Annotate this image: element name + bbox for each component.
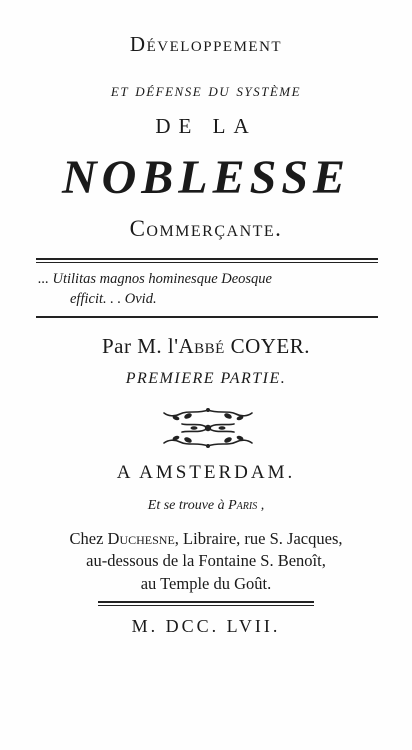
author-prefix: Par M. l' <box>101 334 179 358</box>
motto-bottom-rule <box>36 316 378 318</box>
publication-date: M. DCC. LVII. <box>131 616 281 636</box>
imprint-address-line-1 <box>0 529 412 549</box>
floral-ornament-icon <box>158 404 258 452</box>
imprint-address-line-3: au Temple du Goût. <box>140 574 272 593</box>
date-top-rule <box>98 601 314 606</box>
title-line-2: et défense du système <box>110 80 302 101</box>
publisher-name: Duchesne <box>107 529 175 548</box>
addr1-prefix: Chez <box>69 529 108 548</box>
title-main-word: NOBLESSE <box>61 151 351 204</box>
author-name: COYER. <box>224 334 311 358</box>
addr1-suffix: , Libraire, rue S. Jacques, <box>174 529 343 548</box>
imprint-sold-line <box>0 498 412 514</box>
imprint-city: A AMSTERDAM. <box>116 462 296 483</box>
sold-city: Paris <box>228 498 258 513</box>
part-label: PREMIERE PARTIE. <box>125 370 287 387</box>
motto-line-1: ... Utilitas magnos hominesque Deosque <box>38 271 272 287</box>
author-line <box>0 334 412 359</box>
title-line-3: DE LA <box>155 114 257 138</box>
author-title: Abbé <box>178 334 225 358</box>
top-double-rule <box>36 258 378 263</box>
title-line-1: Développement <box>129 32 283 56</box>
imprint-address-line-2: au-dessous de la Fontaine S. Benoît, <box>86 551 326 570</box>
sold-prefix: Et se trouve à <box>147 498 229 513</box>
sold-suffix: , <box>257 498 265 513</box>
title-line-5: Commerçante. <box>129 216 283 241</box>
motto-line-2: efficit. . . Ovid. <box>70 291 157 307</box>
